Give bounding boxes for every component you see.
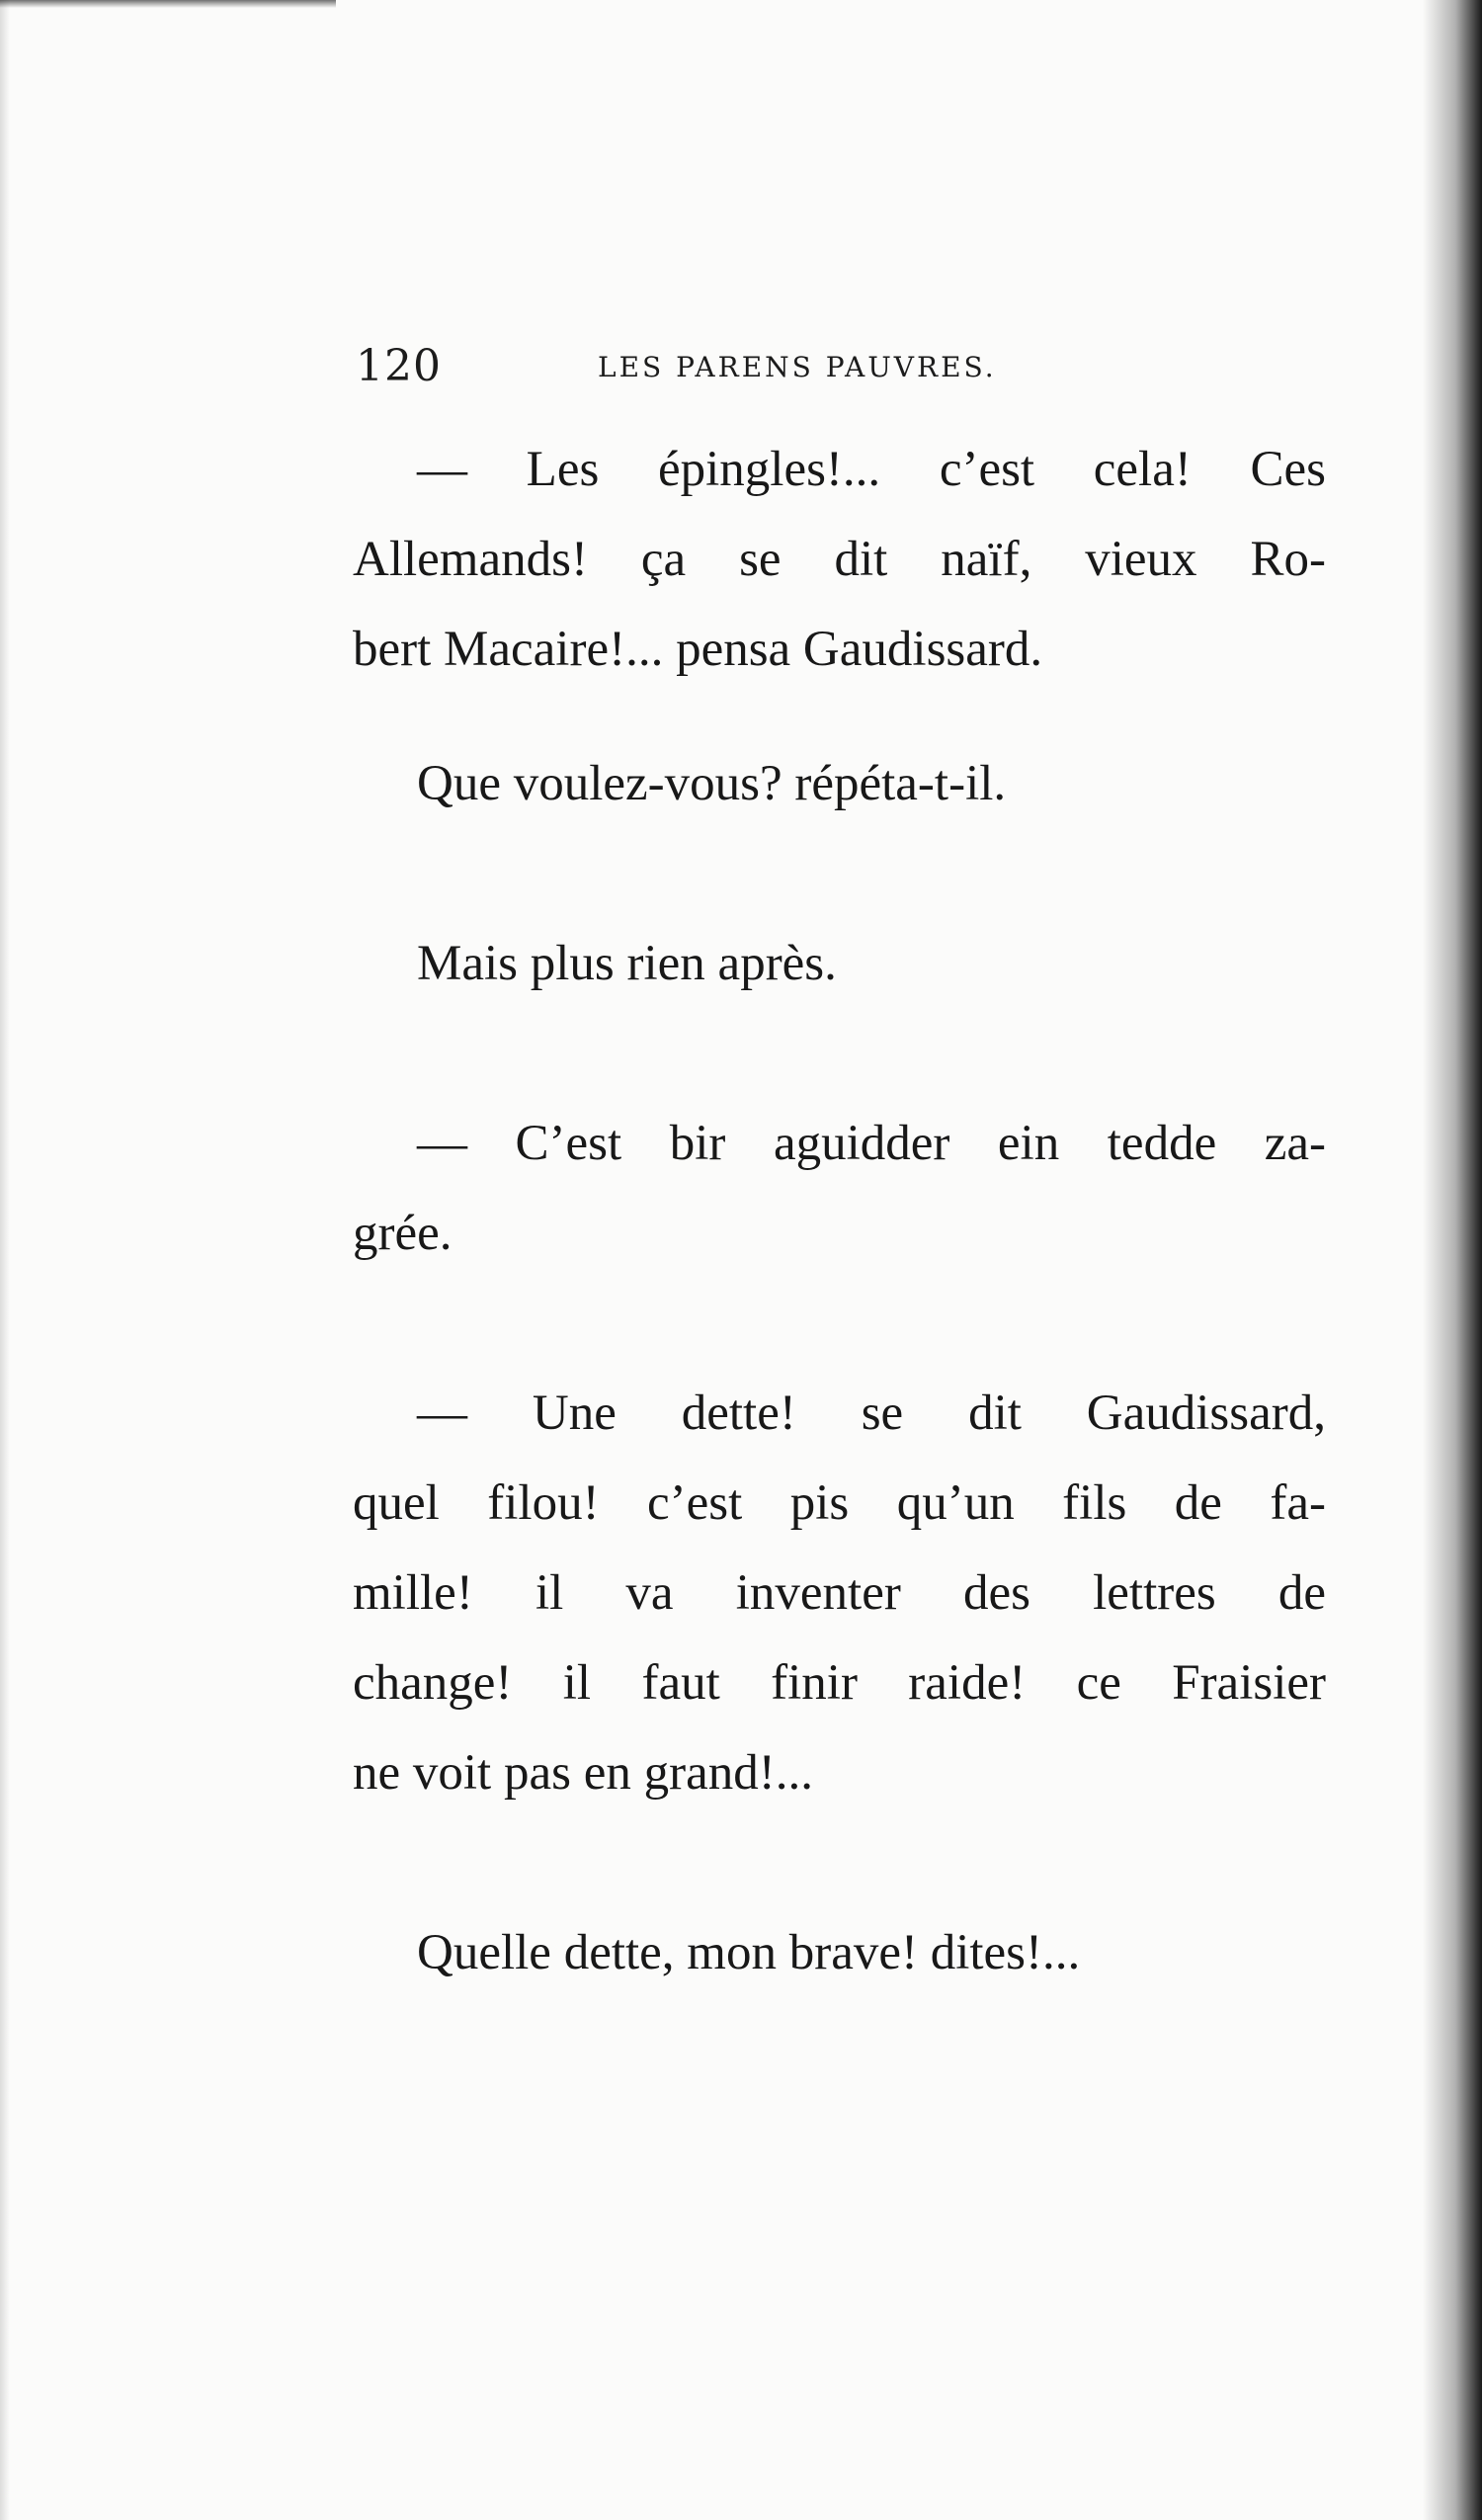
text-line: Allemands! ça se dit naïf, vieux Ro- <box>353 532 1326 587</box>
text-line: quel filou! c’est pis qu’un fils de fa- <box>353 1475 1326 1531</box>
text-line: — C’est bir aguidder ein tedde za- <box>417 1116 1326 1171</box>
running-head: LES PARENS PAUVRES. <box>598 351 997 383</box>
text-line: — Une dette! se dit Gaudissard, <box>417 1386 1326 1441</box>
body-text <box>353 425 1326 1998</box>
page-edge-shadow-right <box>1423 0 1482 2520</box>
text-line: bert Macaire!... pensa Gaudissard. <box>353 622 1043 677</box>
text-line: change! il faut finir raide! ce Fraisier <box>353 1655 1326 1711</box>
page-header <box>356 341 1344 390</box>
text-line: Que voulez-vous? répéta-t-il. <box>417 756 1007 811</box>
paragraph-gap <box>353 1818 1326 1908</box>
paragraph-gap <box>353 1279 1326 1369</box>
paragraph-gap <box>353 695 1326 739</box>
page-number: 120 <box>356 341 442 391</box>
text-line: — Les épingles!... c’est cela! Ces <box>417 442 1326 497</box>
text-line: ne voit pas en grand!... <box>353 1745 813 1801</box>
text-line: mille! il va inventer des lettres de <box>353 1565 1326 1621</box>
paragraph-gap <box>353 829 1326 919</box>
page-edge-shadow-left <box>0 0 10 2520</box>
paragraph-gap <box>353 1009 1326 1099</box>
text-line: Quelle dette, mon brave! dites!... <box>417 1925 1081 1980</box>
text-line: Mais plus rien après. <box>417 936 837 991</box>
text-line: grée. <box>353 1206 453 1261</box>
page-edge-shadow-top <box>0 0 336 8</box>
